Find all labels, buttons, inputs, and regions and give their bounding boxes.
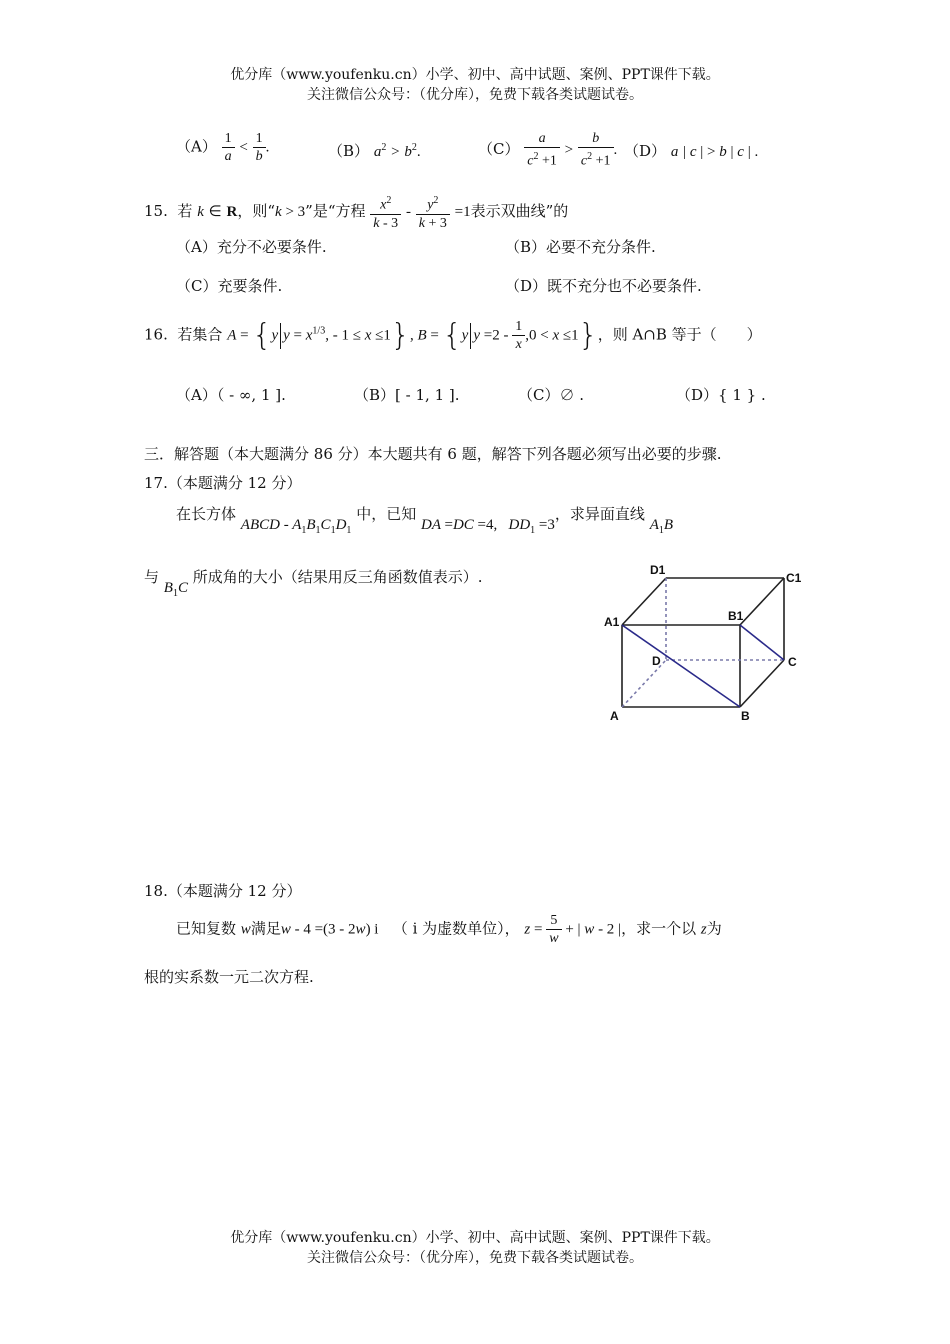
q14-option-b: （B） $a^2 > b^2$. xyxy=(328,142,421,160)
label-a: A xyxy=(610,709,619,723)
diagonal-b1-c xyxy=(740,625,784,660)
q14-option-c: （C） $\frac{a}{c^2 +1}$ > $\frac{b}{c^2 +1}$ . xyxy=(478,131,618,169)
label-b1: B1 xyxy=(728,609,744,623)
header-line-2: 关注微信公众号：（优分库），免费下载各类试题试卷。 xyxy=(307,87,643,103)
label-c: C xyxy=(788,655,797,669)
q14-option-a: （A） $\frac{1}{a}$ < $\frac{1}{b}$ . xyxy=(176,131,270,164)
q18-line-1: 已知复数 w满足w - 4 =(3 - 2w) i （ i 为虚数单位）， z = $\frac{5}{w}$ + | w - 2 |，求一个以 z为 xyxy=(176,913,722,946)
q17-header: 17.（本题满分 12 分） xyxy=(144,474,302,492)
label-d1: D1 xyxy=(650,563,666,577)
q16-option-c: （C）∅ . xyxy=(518,386,585,404)
q16-option-d: （D）{ 1 } . xyxy=(676,386,766,404)
edge-b-c xyxy=(740,660,784,707)
q18-line-2: 根的实系数一元二次方程. xyxy=(144,968,314,986)
label-d: D xyxy=(652,654,661,668)
footer-line-2: 关注微信公众号：（优分库），免费下载各类试题试卷。 xyxy=(307,1250,643,1266)
q14-option-d: （D） a | c | > b | c | . xyxy=(624,142,759,160)
q17-line-1: 在长方体 ABCD - $A_1B_1C_1D_1$ 中，已知 DA =DC =4, $DD_1 =3$，求异面直线 $A_1B$ xyxy=(176,505,674,536)
q16-stem: 16. 若集合 A = {y $y = x^{1/3}$, - 1 ≤ x ≤1}, B = {y y =2 - $\frac{1}{x}$ ,0 < x ≤1}，则 A∩B 等于（ ） xyxy=(144,318,762,353)
label-a1: A1 xyxy=(604,615,620,629)
footer-line-1: 优分库（www.youfenku.cn）小学、初中、高中试题、案例、PPT课件下载。 xyxy=(230,1230,720,1246)
edge-a1-d1 xyxy=(622,578,666,625)
diagonal-a1-b xyxy=(622,625,740,707)
q16-option-a: （A）（ - ∞, 1 ]. xyxy=(176,386,286,404)
cuboid-figure xyxy=(600,560,810,730)
label-c1: C1 xyxy=(786,571,802,585)
q15-option-a: （A）充分不必要条件. xyxy=(176,238,327,256)
q15-option-b: （B）必要不充分条件. xyxy=(505,238,656,256)
q17-line-2: 与 $B_1C$ 所成角的大小（结果用反三角函数值表示）. xyxy=(144,568,483,599)
q15-option-d: （D）既不充分也不必要条件. xyxy=(505,277,702,295)
q16-option-b: （B）[ - 1, 1 ]. xyxy=(354,386,460,404)
label-b: B xyxy=(741,709,750,723)
q18-header: 18.（本题满分 12 分） xyxy=(144,882,302,900)
section-3-title: 三．解答题（本大题满分 86 分）本大题共有 6 题，解答下列各题必须写出必要的步骤. xyxy=(144,445,722,463)
header-line-1: 优分库（www.youfenku.cn）小学、初中、高中试题、案例、PPT课件下载。 xyxy=(230,67,720,83)
edge-b1-c1 xyxy=(740,578,784,625)
q15-stem: 15. 若 k ∈ R，则“k > 3”是“方程 $\frac{x^2}{k - 3}$ - $\frac{y^2}{k + 3}$ =1表示双曲线”的 xyxy=(144,192,568,232)
q15-option-c: （C）充要条件. xyxy=(176,277,283,295)
